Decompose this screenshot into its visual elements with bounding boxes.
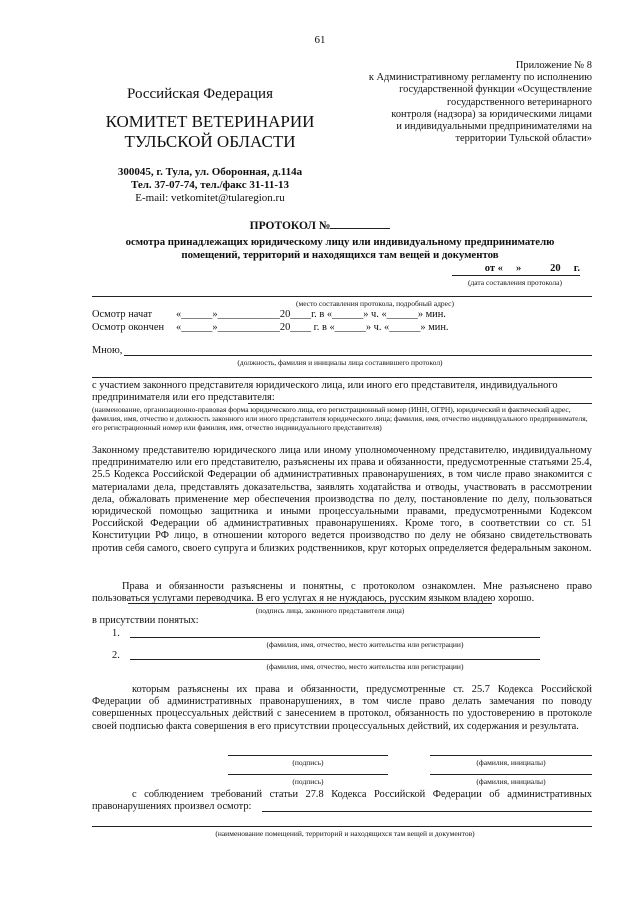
acknowledgement-caption: (подпись лица, законного представителя лица) bbox=[255, 606, 405, 615]
appendix-line: государственного ветеринарного bbox=[447, 96, 592, 108]
inspection-end-fields[interactable]: «______»____________20____ г. в «______» ч. «______» мин. bbox=[176, 322, 449, 333]
committee-phone: Тел. 37-07-74, тел./факс 31-11-13 bbox=[130, 179, 290, 191]
witnesses-label: в присутствии понятых: bbox=[92, 615, 199, 626]
name-caption: (фамилия, инициалы) bbox=[476, 777, 546, 786]
compliance-text: с соблюдением требований статьи 27.8 Кодекса Российской Федерации об административных правонарушениях произвел осмотр: bbox=[92, 789, 592, 813]
protocol-title-text: ПРОТОКОЛ № bbox=[249, 220, 331, 232]
witness-field[interactable] bbox=[130, 659, 540, 660]
participation-field[interactable] bbox=[248, 403, 592, 404]
protocol-date-caption: (дата составления протокола) bbox=[467, 278, 562, 287]
country-name: Российская Федерация bbox=[127, 86, 273, 102]
participation-text: с участием законного представителя юридического лица, или иного его представителя, индивидуального предпринимателя или его представителя: bbox=[92, 380, 558, 404]
name-line[interactable] bbox=[430, 774, 592, 775]
witness-rights-text: которым разъяснены их права и обязанности, предусмотренные ст. 25.7 Кодекса Российской Федерации об административных правонарушениях, в том числе право делать замечания по поводу совершенных процессуальных действий с занесением в протокол, обязанность по удостоверению в протоколе своей подписью факта совершения в его присутствии процессуальных действий, их содержания и результата. bbox=[92, 684, 592, 732]
appendix-line: территории Тульской области» bbox=[455, 133, 592, 145]
appendix-line: к Административному регламенту по исполнению bbox=[368, 72, 592, 84]
appendix-block bbox=[330, 60, 592, 145]
protocol-subtitle-line: помещений, территорий и находящихся там вещей и документов bbox=[181, 249, 499, 261]
signature-caption: (подпись) bbox=[292, 758, 324, 767]
witness-caption: (фамилия, имя, отчество, место жительства или регистрации) bbox=[266, 640, 464, 649]
appendix-line: и индивидуальными предпринимателями на bbox=[396, 121, 592, 133]
inspection-end-label: Осмотр окончен bbox=[92, 322, 165, 333]
participation-caption: (наименование, организационно-правовая форма юридического лица, его регистрационный номер (ИНН, ОГРН), юридический и фактический адрес, фамилия, имя, отчество и должность законного или иного представителя юридического лица; фамилия, имя, отчество индивидуального предпринимателя, его регистрационный номер или фамилия, имя, отчество индивидуального представителя) bbox=[92, 405, 588, 432]
committee-line: ТУЛЬСКОЙ ОБЛАСТИ bbox=[124, 132, 296, 151]
signature-line[interactable] bbox=[128, 603, 492, 604]
witness-caption: (фамилия, имя, отчество, место жительства или регистрации) bbox=[266, 662, 464, 671]
appendix-line: контроля (надзора) за юридическими лицами bbox=[391, 108, 592, 120]
page-number: 61 bbox=[314, 34, 326, 46]
acknowledgement-text: Права и обязанности разъяснены и понятны, с протоколом ознакомлен. Мне разъяснено право пользоваться услугами переводчика. В его услугах я не нуждаюсь, русским языком владею хорошо. bbox=[92, 581, 592, 605]
compliance-field[interactable] bbox=[262, 811, 592, 812]
committee-name bbox=[95, 112, 325, 152]
signature-line[interactable] bbox=[228, 755, 388, 756]
protocol-title bbox=[150, 220, 490, 232]
protocol-date-line: от « » 20 г. bbox=[484, 263, 580, 274]
protocol-subtitle bbox=[80, 236, 600, 262]
signature-caption: (подпись) bbox=[292, 777, 324, 786]
place-caption: (место составления протокола, подробный адрес) bbox=[296, 299, 454, 308]
rights-paragraph: Законному представителю юридического лица или иному уполномоченному представителю, индивидуальному предпринимателю или его представителю, разъяснены их права и обязанности, предусмотренные статьями 25.4, 25.5 Кодекса Российской Федерации об административных правонарушениях, в том числе право знакомится с материалами дела, представлять доказательства, заявлять ходатайства и отводы, участвовать в рассмотрении дела, обжаловать применение мер обеспечения производства по делу, постановление по делу, пользоваться юридической помощью защитника и иными процессуальными правами, предусмотренными Кодексом Российской Федерации об административных правонарушениях. Кроме того, в соответствии со ст. 51 Конституции РФ лицо, в отношении которого ведется производство по делу не обязано свидетельствовать против себя самого, своего супруга и близких родственников, круг которых определяется федеральным законом. bbox=[92, 445, 592, 554]
name-caption: (фамилия, инициалы) bbox=[476, 758, 546, 767]
inspection-start-fields[interactable]: «______»____________20____г. в «______» ч. «______» мин. bbox=[176, 309, 446, 320]
me-label: Мною, bbox=[92, 345, 123, 356]
appendix-line: государственной функции «Осуществление bbox=[399, 84, 592, 96]
protocol-subtitle-line: осмотра принадлежащих юридическому лицу или индивидуальному предпринимателю bbox=[125, 236, 555, 248]
me-field[interactable] bbox=[124, 355, 592, 356]
committee-address: 300045, г. Тула, ул. Оборонная, д.114а bbox=[117, 166, 303, 178]
me-caption: (должность, фамилия и инициалы лица составившего протокол) bbox=[237, 358, 443, 367]
compliance-caption: (наименование помещений, территорий и находящихся там вещей и документов) bbox=[215, 829, 475, 838]
appendix-line: Приложение № 8 bbox=[515, 60, 592, 71]
signature-line[interactable] bbox=[228, 774, 388, 775]
committee-email: E-mail: vetkomitet@tularegion.ru bbox=[135, 192, 285, 204]
witness-field[interactable] bbox=[130, 637, 540, 638]
name-line[interactable] bbox=[430, 755, 592, 756]
inspection-start-label: Осмотр начат bbox=[92, 309, 153, 320]
witness-number: 2. bbox=[112, 650, 120, 661]
committee-line: КОМИТЕТ ВЕТЕРИНАРИИ bbox=[105, 112, 315, 131]
witness-number: 1. bbox=[112, 628, 120, 639]
